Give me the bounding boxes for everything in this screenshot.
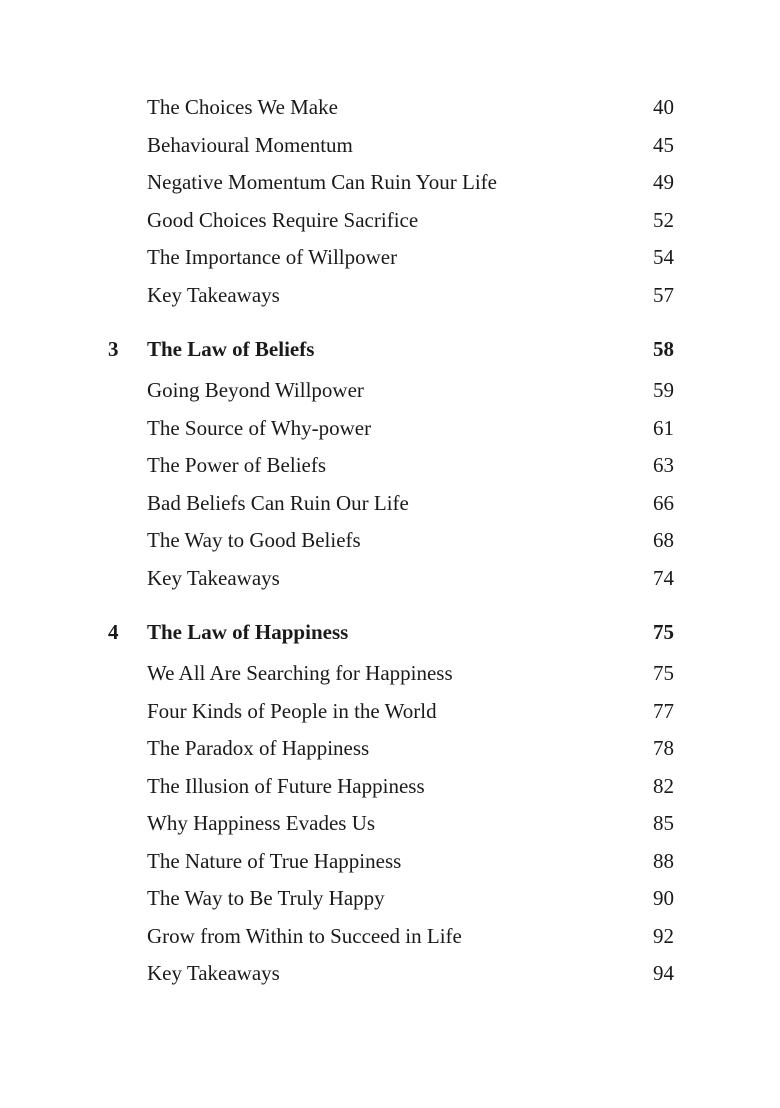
page-number: 75 [653, 620, 674, 644]
page-number: 40 [653, 95, 674, 119]
toc-section-entry [0, 560, 780, 598]
page-number: 52 [653, 207, 674, 232]
page-number: 61 [653, 415, 674, 440]
page-number: 82 [653, 773, 674, 798]
entry-title: The Power of Beliefs [147, 453, 327, 477]
entry-title: Key Takeaways [147, 961, 280, 985]
toc-section-entry [0, 372, 780, 410]
table-of-contents [0, 89, 780, 993]
entry-title: The Law of Beliefs [147, 337, 315, 361]
entry-title: The Source of Why-power [147, 415, 372, 440]
page-number: 92 [653, 923, 674, 948]
toc-section-entry [0, 277, 780, 315]
entry-title: The Nature of True Happiness [147, 848, 402, 873]
entry-title: Bad Beliefs Can Ruin Our Life [147, 490, 409, 515]
page-number: 90 [653, 886, 674, 910]
entry-title: Grow from Within to Succeed in Life [147, 923, 462, 948]
page-number: 85 [653, 811, 674, 835]
page-number: 94 [653, 961, 674, 985]
toc-section-entry [0, 447, 780, 485]
toc-section-entry [0, 730, 780, 768]
toc-section-entry [0, 410, 780, 448]
page-number: 59 [653, 378, 674, 402]
page-number: 45 [653, 132, 674, 157]
entry-title: The Way to Be Truly Happy [147, 886, 385, 910]
entry-title: The Law of Happiness [147, 620, 349, 644]
entry-title: We All Are Searching for Happiness [147, 661, 453, 685]
entry-title: Negative Momentum Can Ruin Your Life [147, 170, 497, 194]
page-number: 58 [653, 337, 674, 361]
page-number: 77 [653, 698, 674, 723]
toc-section-entry [0, 164, 780, 202]
toc-section-entry [0, 768, 780, 806]
entry-title: The Illusion of Future Happiness [147, 773, 425, 798]
page-number: 66 [653, 490, 674, 515]
entry-title: Good Choices Require Sacrifice [147, 207, 419, 232]
page-number: 57 [653, 282, 674, 307]
page-number: 54 [653, 245, 674, 269]
page-number: 49 [653, 170, 674, 194]
chapter-number: 3 [108, 337, 119, 361]
toc-section-entry [0, 239, 780, 277]
entry-title: The Choices We Make [147, 95, 338, 119]
toc-section-entry [0, 655, 780, 693]
toc-section-entry [0, 918, 780, 956]
toc-chapter-entry [0, 614, 780, 652]
toc-section-entry [0, 127, 780, 165]
page-number: 68 [653, 528, 674, 552]
entry-title: The Importance of Willpower [147, 245, 398, 269]
page-number: 78 [653, 736, 674, 760]
entry-title: Behavioural Momentum [147, 132, 353, 157]
entry-title: Why Happiness Evades Us [147, 811, 376, 835]
page-number: 88 [653, 848, 674, 873]
entry-title: Key Takeaways [147, 565, 280, 590]
toc-section-entry [0, 89, 780, 127]
page-number: 74 [653, 565, 674, 590]
entry-title: Going Beyond Willpower [147, 378, 364, 402]
entry-title: Four Kinds of People in the World [147, 698, 437, 723]
chapter-number: 4 [108, 620, 119, 644]
entry-title: Key Takeaways [147, 282, 280, 307]
toc-section-entry [0, 843, 780, 881]
entry-title: The Paradox of Happiness [147, 736, 370, 760]
toc-section-entry [0, 880, 780, 918]
entry-title: The Way to Good Beliefs [147, 528, 361, 552]
toc-section-entry [0, 955, 780, 993]
page-number: 63 [653, 453, 674, 477]
toc-section-entry [0, 693, 780, 731]
page-number: 75 [653, 661, 674, 685]
toc-section-entry [0, 485, 780, 523]
toc-chapter-entry [0, 331, 780, 369]
toc-section-entry [0, 522, 780, 560]
toc-section-entry [0, 805, 780, 843]
toc-section-entry [0, 202, 780, 240]
